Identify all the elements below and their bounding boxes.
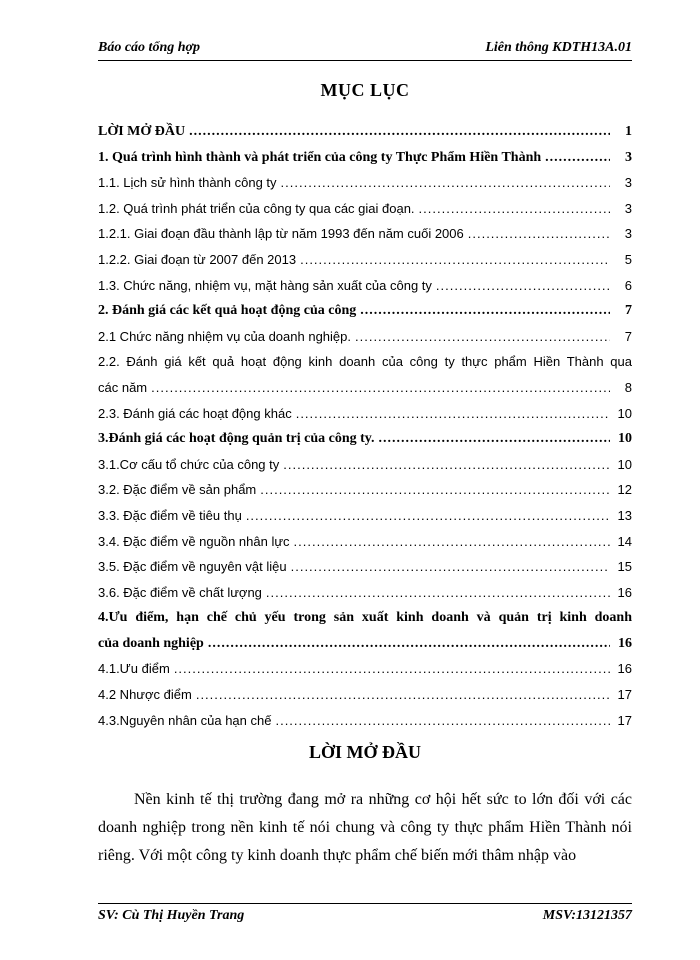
toc-entry-label: 3.2. Đặc điểm về sản phẩm [98, 482, 257, 498]
toc-entry-label: 1.1. Lịch sử hình thành công ty [98, 175, 277, 191]
toc-entry-page: 16 [617, 661, 632, 677]
toc-entry-page: 3 [624, 175, 632, 191]
toc-entry-label: 2.1 Chức năng nhiệm vụ của doanh nghiệp. [98, 328, 351, 344]
toc-entry-label: 3.3. Đặc điểm về tiêu thụ [98, 507, 242, 523]
toc-entry-page: 10 [618, 431, 632, 447]
toc-entry-1-2[interactable] [98, 201, 632, 217]
toc-entry-label: 4.1.Ưu điểm [98, 661, 170, 677]
toc-entry-2-1[interactable] [98, 329, 632, 345]
toc-entry-3-5[interactable] [98, 559, 632, 575]
toc-entry-label: 1. Quá trình hình thành và phát triển của công ty Thực Phẩm Hiền Thành [98, 149, 542, 165]
toc-entry-4-2[interactable] [98, 687, 632, 703]
toc-entry-label: 4.3.Nguyên nhân của hạn chế [98, 712, 272, 728]
toc-entry-1-2-2[interactable] [98, 252, 632, 268]
toc-entry-page: 15 [617, 559, 632, 575]
toc-leader-dots [283, 457, 610, 473]
toc-entry-page: 12 [617, 482, 632, 498]
toc-entry-3-4[interactable] [98, 534, 632, 550]
toc-leader-dots [174, 661, 610, 677]
toc-entry-label: 2. Đánh giá các kết quả hoạt động của công [98, 303, 357, 319]
toc-entry-1-2-1[interactable] [98, 226, 632, 242]
toc-entry-label: 3.6. Đặc điểm về chất lượng [98, 584, 262, 600]
toc-entry-3-1[interactable] [98, 457, 632, 473]
toc-entry-page: 10 [617, 405, 632, 421]
toc-entry-4-1[interactable] [98, 661, 632, 677]
toc-entry-label: 3.1.Cơ cấu tổ chức của công ty [98, 456, 280, 472]
toc-entry-page: 7 [624, 328, 632, 344]
toc-entry-1-3[interactable] [98, 278, 632, 294]
page-footer [98, 903, 632, 926]
toc-entry-section-4[interactable] [98, 610, 632, 652]
toc-entry-label-continued: các năm [98, 379, 148, 395]
toc-entry-intro[interactable] [98, 124, 632, 140]
header-report-title: Báo cáo tổng hợp [98, 40, 201, 55]
toc-leader-dots [436, 278, 610, 294]
toc-leader-dots [360, 303, 610, 319]
toc-entry-section-3[interactable] [98, 431, 632, 447]
toc-entry-section-1[interactable] [98, 150, 632, 166]
toc-entry-page: 16 [618, 635, 632, 651]
intro-heading: LỜI MỞ ĐẦU [309, 742, 421, 762]
toc-title: MỤC LỤC [320, 80, 410, 100]
toc-leader-dots [281, 175, 610, 191]
toc-entry-page: 16 [617, 584, 632, 600]
toc-leader-dots [189, 124, 610, 140]
toc-leader-dots [294, 534, 610, 550]
toc-entry-page: 10 [617, 456, 632, 472]
header-class-code: Liên thông KDTH13A.01 [485, 40, 632, 55]
toc-entry-2-3[interactable] [98, 406, 632, 422]
toc-entry-page: 3 [624, 226, 632, 242]
toc-leader-dots [355, 329, 610, 345]
toc-entry-page: 13 [617, 507, 632, 523]
toc-leader-dots [296, 406, 610, 422]
toc-entry-label: 4.2 Nhược điểm [98, 687, 192, 703]
toc-leader-dots [419, 201, 610, 217]
toc-entry-label: 1.3. Chức năng, nhiệm vụ, mặt hàng sản xuất của công ty [98, 277, 432, 293]
toc-entry-section-2[interactable] [98, 303, 632, 319]
toc-leader-dots [300, 252, 610, 268]
toc-entry-3-6[interactable] [98, 585, 632, 601]
toc-entry-label: 3.4. Đặc điểm về nguồn nhân lực [98, 533, 290, 549]
table-of-contents [98, 124, 632, 738]
toc-leader-dots [291, 559, 610, 575]
toc-leader-dots [468, 226, 610, 242]
toc-leader-dots [246, 508, 610, 524]
toc-entry-label: 2.3. Đánh giá các hoạt động khác [98, 405, 292, 421]
toc-leader-dots [266, 585, 610, 601]
toc-entry-3-3[interactable] [98, 508, 632, 524]
toc-entry-label: 2.2. Đánh giá kết quả hoạt động kinh doanh của công ty thực phẩm Hiền Thành qua [98, 354, 632, 370]
toc-leader-dots [260, 482, 610, 498]
toc-entry-page: 8 [624, 379, 632, 395]
toc-leader-dots [208, 636, 610, 652]
toc-entry-3-2[interactable] [98, 482, 632, 498]
toc-entry-page: 6 [624, 277, 632, 293]
footer-student-id: MSV:13121357 [542, 908, 632, 923]
toc-leader-dots [151, 380, 610, 396]
toc-leader-dots [275, 713, 610, 729]
toc-entry-label: 3.Đánh giá các hoạt động quản trị của công ty. [98, 431, 375, 447]
toc-entry-page: 17 [617, 687, 632, 703]
toc-entry-label: 1.2.1. Giai đoạn đầu thành lập từ năm 1993 đến năm cuối 2006 [98, 226, 464, 242]
toc-entry-page: 1 [625, 124, 632, 139]
intro-body [98, 786, 632, 870]
toc-entry-label: LỜI MỞ ĐẦU [98, 124, 186, 139]
toc-entry-label: 3.5. Đặc điểm về nguyên vật liệu [98, 559, 287, 575]
toc-entry-4-3[interactable] [98, 713, 632, 729]
toc-entry-label: 1.2.2. Giai đoạn từ 2007 đến 2013 [98, 251, 297, 267]
footer-student-name: SV: Cù Thị Huyền Trang [98, 908, 245, 923]
toc-entry-2-2[interactable] [98, 354, 632, 396]
page-header [98, 38, 632, 61]
toc-entry-page: 14 [617, 533, 632, 549]
intro-paragraph: Nền kinh tế thị trường đang mở ra những cơ hội hết sức to lớn đối với các doanh nghiệp trong nền kinh tế nói chung và công ty thực phẩm Hiền Thành nói riêng. Với một công ty kinh doanh thực phẩm chế biến mới thâm nhập vào [98, 791, 632, 864]
toc-entry-page: 3 [625, 149, 632, 165]
toc-entry-label: 4.Ưu điểm, hạn chế chủ yếu trong sản xuất kinh doanh và quản trị kinh doanh [98, 610, 632, 626]
toc-entry-page: 3 [624, 200, 632, 216]
toc-leader-dots [545, 150, 610, 166]
toc-entry-page: 5 [624, 251, 632, 267]
toc-entry-page: 7 [625, 303, 632, 319]
toc-leader-dots [196, 687, 610, 703]
toc-entry-label-continued: của doanh nghiệp [98, 635, 204, 651]
toc-entry-label: 1.2. Quá trình phát triển của công ty qua các giai đoạn. [98, 200, 415, 216]
toc-entry-page: 17 [617, 712, 632, 728]
toc-leader-dots [379, 431, 610, 447]
toc-entry-1-1[interactable] [98, 175, 632, 191]
